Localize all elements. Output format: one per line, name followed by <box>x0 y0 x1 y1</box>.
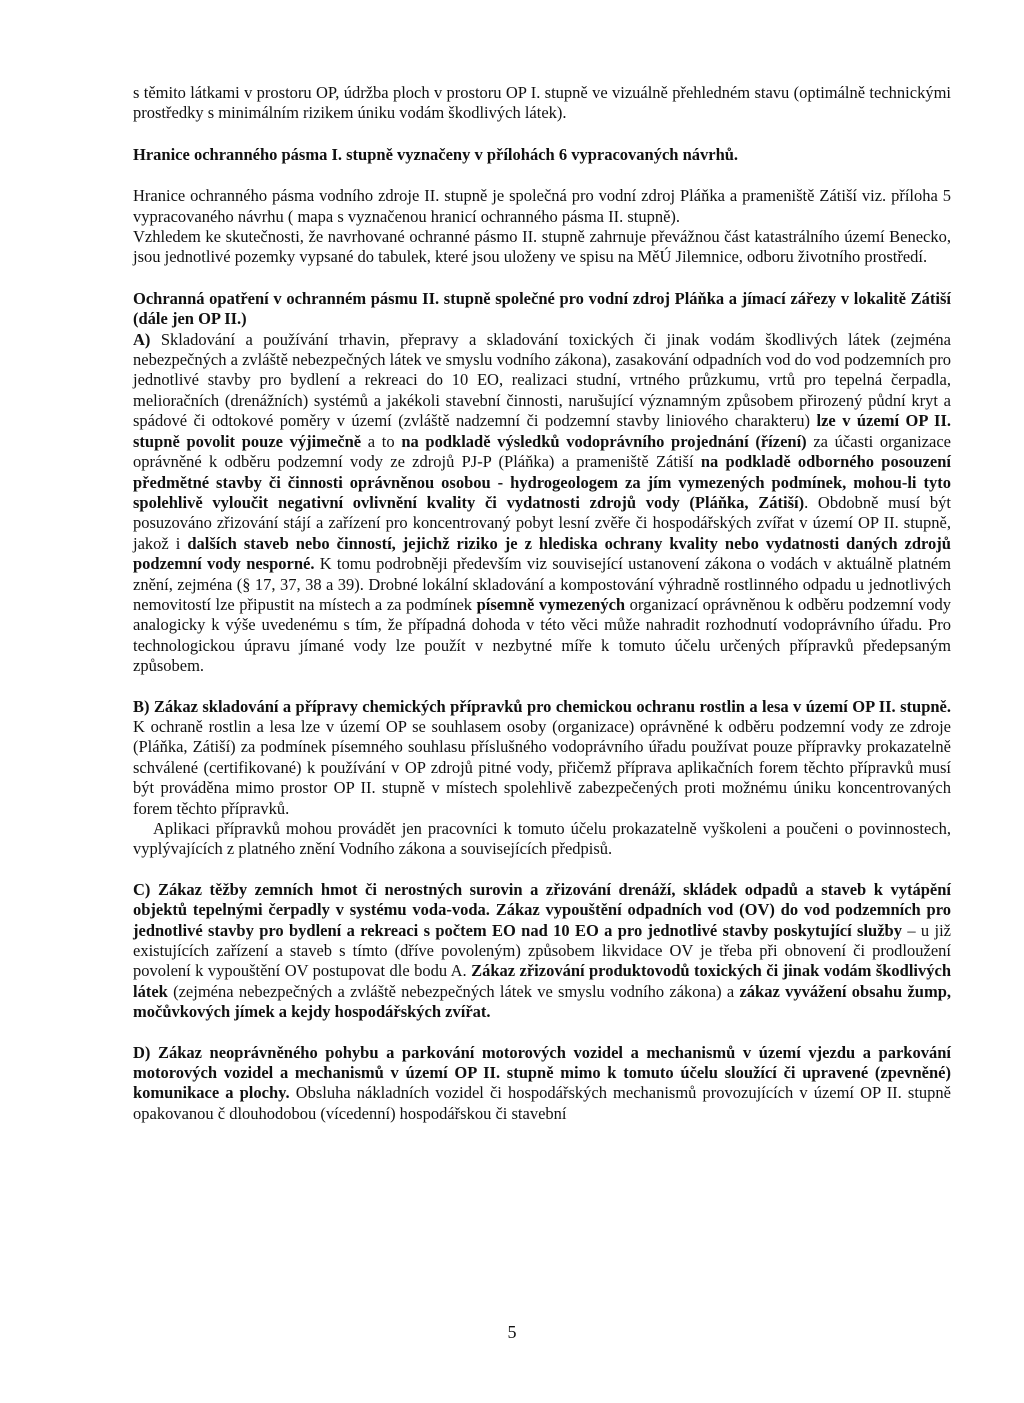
section-a-text: a to <box>361 431 402 451</box>
heading-protective-measures: Ochranná opatření v ochranném pásmu II. stupně společné pro vodní zdroj Pláňka a jímací zářezy v lokalitě Zátiší (dále jen OP II.) <box>133 288 951 329</box>
section-c-heading: C) Zákaz těžby zemních hmot či nerostných surovin a zřizování drenáží, skládek odpadů a staveb k vytápění objektů tepelnými čerpadly v systému voda-voda. Zákaz vypouštění odpadních vod (OV) do vod podzemních pro jednotlivé stavby pro bydlení a rekreaci s počtem EO nad 10 EO a pro jednotlivé stavby poskytující služby <box>133 879 951 940</box>
section-a-bold: dalších staveb nebo činností, jejichž riziko je z hlediska ochrany kvality nebo vydatnosti daných zdrojů podzemní vody nesporné. <box>133 533 951 574</box>
section-a-text: za účasti organizace oprávněné k odběru podzemní vody ze zdrojů PJ-P (Pláňka) a prameniště Zátiší <box>133 431 951 472</box>
section-a-label: A) <box>133 329 151 349</box>
page-number: 5 <box>507 1322 517 1342</box>
document-page <box>133 83 951 1124</box>
section-a-bold: lze v území OP II. stupně povolit pouze výjimečně <box>133 411 951 451</box>
section-b-text: K ochraně rostlin a lesa lze v území OP se souhlasem osoby (organizace) oprávněné k odběru podzemní vody ze zdroje (Pláňka, Zátiší) za podmínek písemného souhlasu příslušného vodoprávního úřadu používat pouze přípravky prokazatelně schválené (certifikované) k používání v OP zdrojů pitné vody, přičemž příprava aplikačních forem těchto přípravků musí být prováděna mimo prostor OP II. stupně v místech spolehlivě zabezpečených proti možnému úniku koncentrovaných forem těchto přípravků. <box>133 716 951 818</box>
section-a-text: K tomu podrobněji především viz související ustanovení zákona o vodách v aktuálně platném znění, zejména (§ 17, 37, 38 a 39). Drobné lokální skladování a kompostování výhradně rostlinného odpadu u jednotlivých nemovitostí lze připustit na místech a za podmínek <box>133 554 951 614</box>
section-c <box>133 880 951 1023</box>
boundary-zone-2-text: Hranice ochranného pásma vodního zdroje II. stupně je společná pro vodní zdroj Pláňka a prameniště Zátiší viz. příloha 5 vypracovaného návrhu ( mapa s vyznačenou hranicí ochranného pásma II. stupně). <box>133 186 951 226</box>
section-a <box>133 330 951 677</box>
section-a-text: . Obdobně musí být posuzováno zřizování stájí a zařízení pro koncentrovaný pobyt lesní zvěře či hospodářských zvířat v území OP II. stupně, jakož i <box>133 492 951 553</box>
section-d-text: Obsluha nákladních vozidel či hospodářských mechanismů provozujících v území OP II. stupně opakovanou č dlouhodobou (vícedenní) hospodářskou či stavební <box>133 1083 951 1123</box>
boundary-zone-2-cadastre-text: Vzhledem ke skutečnosti, že navrhované ochranné pásmo II. stupně zahrnuje převážnou část katastrálního území Benecko, jsou jednotlivé pozemky vypsané do tabulek, které jsou uloženy ve spisu na MěÚ Jilemnice, odboru životního prostředí. <box>133 227 951 267</box>
section-b <box>133 697 951 819</box>
section-c-text: – u již existujících zařízení a staveb s tímto (dříve povoleným) způsobem likvidace OV je třeba při obnovení či prodloužení povolení k vypouštění OV postupovat dle bodu A. <box>133 920 951 981</box>
paragraph-continuation: s těmito látkami v prostoru OP, údržba ploch v prostoru OP I. stupně ve vizuálně přehledném stavu (optimálně technickými prostředky s minimálním rizikem úniku vodám škodlivých látek). <box>133 83 951 123</box>
paragraph-boundary-zone-2 <box>133 186 951 268</box>
heading-boundary-zone-1: Hranice ochranného pásma I. stupně vyznačeny v přílohách 6 vypracovaných návrhů. <box>133 144 739 164</box>
section-d <box>133 1043 951 1125</box>
section-a-bold: na podkladě odborného posouzení předmětné stavby či činnosti oprávněnou osobou - hydrogeologem za jím vymezených podmínek, mohou-li tyto spolehlivě vyloučit negativní ovlivnění kvality či vydatnosti zdrojů vody (Pláňka, Zátiší) <box>133 452 951 512</box>
section-b-application: Aplikaci přípravků mohou provádět jen pracovníci k tomuto účelu prokazatelně vyškoleni a poučeni o povinnostech, vyplývajících z platného znění Vodního zákona a souvisejících předpisů. <box>133 819 951 859</box>
section-a-text: organizací oprávněnou k odběru podzemní vody analogicky k výše uvedenému s tím, že případná dohoda v této věci může nahradit rozhodnutí vodoprávního úřadu. Pro technologickou úpravu jímané vody lze použít v nezbytné míře k tomuto účelu určených přípravků předepsaným způsobem. <box>133 594 951 676</box>
section-b-heading: B) Zákaz skladování a přípravy chemických přípravků pro chemickou ochranu rostlin a lesa v území OP II. stupně. <box>133 696 951 716</box>
section-c-bold: Zákaz zřizování produktovodů toxických či jinak vodám škodlivých látek <box>133 961 952 1001</box>
section-d-heading: D) Zákaz neoprávněného pohybu a parkování motorových vozidel a mechanismů v území vjezdu a parkování motorových vozidel a mechanismů v území OP II. stupně mimo k tomuto účelu sloužící či upravené (zpevněné) komunikace a plochy. <box>133 1042 951 1103</box>
section-c-bold: zákaz vyvážení obsahu žump, močůvkových jímek a kejdy hospodářských zvířat. <box>133 981 951 1022</box>
section-a-bold: na podkladě výsledků vodoprávního projednání (řízení) <box>401 431 807 451</box>
section-a-text: Skladování a používání trhavin, přepravy a skladování toxických či jinak vodám škodlivých látek (zejména nebezpečných a zvláště nebezpečných látek ve smyslu vodního zákona), zasakování odpadních vod do vod podzemních pro jednotlivé stavby pro bydlení a rekreaci do 10 EO, realizaci studní, vrtného průzkumu, vrtů pro tepelná čerpadla, melioračních (drenážních) systémů a jakékoli stavební činnosti, narušující významným způsobem přirozený půdní kryt a spádové či odtokové poměry v území (zvláště nadzemní či podzemní stavby liniového charakteru) <box>133 329 951 431</box>
section-a-bold: písemně vymezených <box>476 594 626 614</box>
section-c-text: (zejména nebezpečných a zvláště nebezpečných látek ve smyslu vodního zákona) a <box>167 981 740 1001</box>
